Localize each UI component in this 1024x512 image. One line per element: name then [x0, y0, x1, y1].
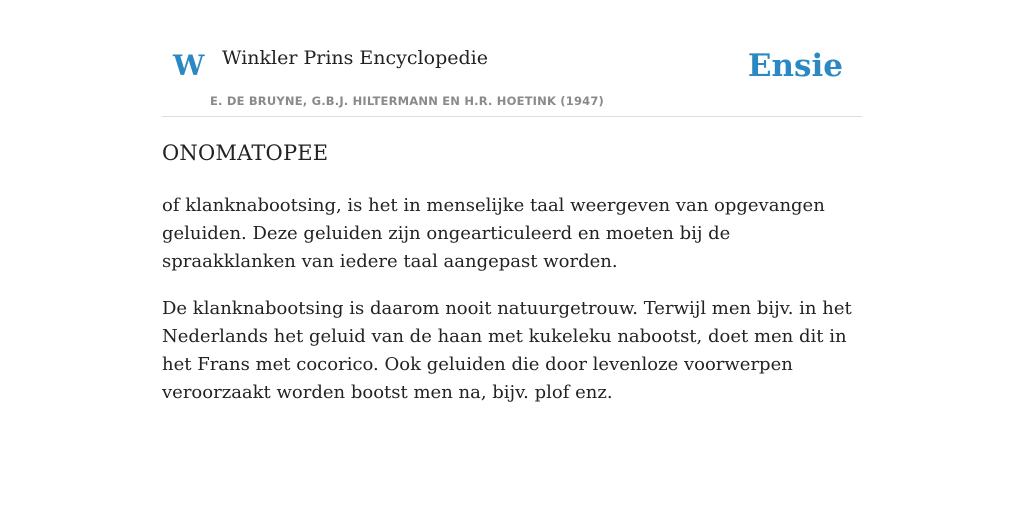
entry-paragraph: of klanknabootsing, is het in menselijke taal weergeven van opgevangen geluiden. Deze geluiden zijn ongearticuleerd en moeten bij de spraakklanken van iedere taal aangepast worden.: [162, 195, 825, 272]
entry-paragraph: De klanknabootsing is daarom nooit natuurgetrouw. Terwijl men bijv. in het Nederlands het geluid van de haan met kukeleku nabootst, doet men dit in het Frans met cocorico. Ook geluiden die door levenloze voorwerpen veroorzaakt worden bootst men na, bijv. plof enz.: [162, 298, 852, 403]
ensie-logo[interactable]: Ensie: [747, 48, 843, 84]
source-authors: E. DE BRUYNE, G.B.J. HILTERMANN EN H.R. HOETINK (1947): [210, 94, 605, 108]
entry-title: ONOMATOPEE: [162, 141, 329, 165]
entry-body: [162, 192, 862, 426]
winkler-prins-logo-icon[interactable]: W: [173, 49, 205, 82]
source-header: [162, 0, 862, 117]
source-title[interactable]: Winkler Prins Encyclopedie: [222, 47, 488, 69]
page: [162, 0, 862, 512]
